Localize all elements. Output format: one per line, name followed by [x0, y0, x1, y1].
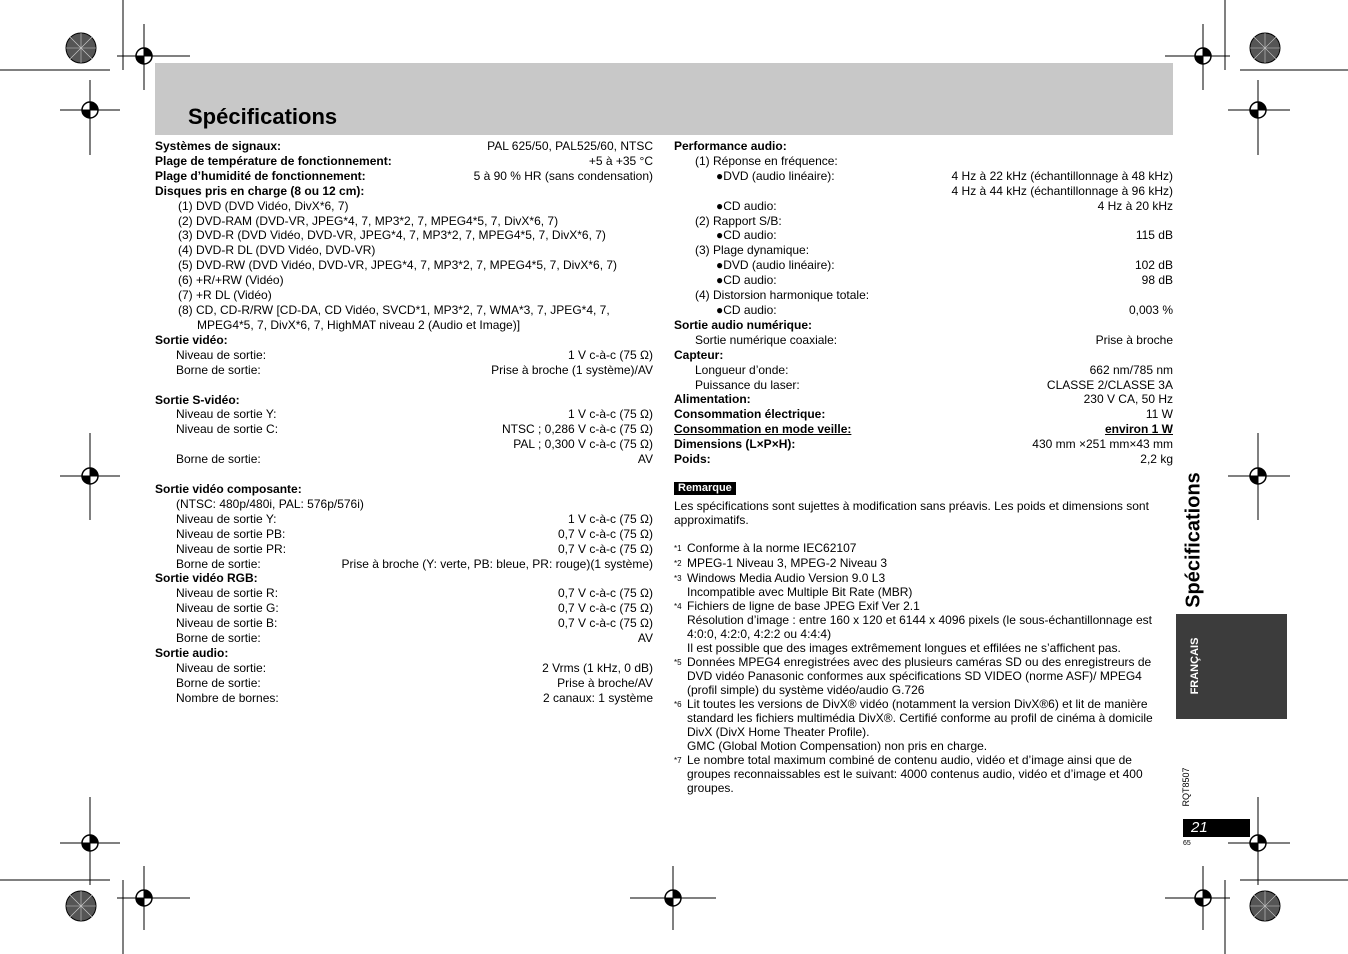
disc-item: (5) DVD-RW (DVD Vidéo, DVD-VR, JPEG*4, 7, MP3*2, 7, MPEG4*5, 7, DivX*6, 7) [178, 258, 618, 273]
spec-heading-digital [674, 318, 1173, 333]
spec-value: 230 V CA, 50 Hz [1083, 392, 1173, 407]
spec-value: 11 W [1145, 407, 1173, 422]
doc-number-text: RQT8507 [1181, 767, 1191, 807]
doc-number [1176, 762, 1196, 812]
disc-item: (1) DVD (DVD Vidéo, DivX*6, 7) [178, 198, 349, 213]
spec-row [155, 631, 653, 646]
page-number: 21 [1191, 819, 1208, 836]
spec-row [674, 303, 1173, 318]
spec-label: (4) Distorsion harmonique totale: [695, 288, 870, 303]
spec-heading-component [155, 482, 653, 497]
spec-label: Sortie vidéo: [155, 332, 228, 347]
spec-heading-pickup [674, 348, 1173, 363]
disc-item: (7) +R DL (Vidéo) [178, 288, 272, 303]
right-column [674, 139, 1173, 795]
spec-label: Sortie audio: [155, 646, 229, 660]
spec-row-standby [674, 422, 1173, 437]
spec-row [155, 512, 653, 527]
spec-label: Borne de sortie: [176, 452, 261, 467]
spec-label: Plage de température de fonctionnement: [155, 153, 392, 168]
spec-label: ●CD audio: [716, 273, 777, 288]
footnote-mark: *6 [674, 699, 682, 709]
spec-row [674, 243, 1173, 258]
footnote-text: Fichiers de ligne de base JPEG Exif Ver 2.1 Résolution d’image : entre 160 x 120 et 6144 x 4096 pixels (le sous-échantillonnage est 4:0:0, 4:2:0, 4:2:2 ou 4:4:4) Il est possible que des images extrêmement longues et effilées ne s’affichent pas. [687, 598, 1152, 655]
spec-label: Longueur d’onde: [695, 362, 789, 377]
footnote [674, 655, 1173, 697]
spec-label: Niveau de sortie G: [176, 601, 279, 616]
spec-label: Poids: [674, 452, 711, 467]
spec-heading-audio [155, 646, 653, 661]
spec-label: Puissance du laser: [695, 377, 800, 392]
spec-label: Niveau de sortie C: [176, 422, 279, 437]
spec-label: Niveau de sortie: [176, 347, 267, 362]
language-label: FRANÇAIS [1189, 637, 1201, 695]
spec-row [155, 452, 653, 467]
spec-value: 0,7 V c-à-c (75 Ω) [558, 541, 653, 556]
footnote-mark: *5 [674, 657, 682, 667]
spec-value: Prise à broche [1095, 332, 1173, 347]
footnote-mark: *4 [674, 601, 682, 611]
spec-label: Niveau de sortie PR: [176, 541, 287, 556]
spec-value: Prise à broche (Y: verte, PB: bleue, PR: rouge)(1 système) [341, 556, 653, 571]
spec-label: ●CD audio: [716, 302, 777, 317]
spec-label: Niveau de sortie R: [176, 586, 279, 601]
spec-value: +5 à +35 °C [588, 153, 653, 168]
footnote [674, 571, 1173, 599]
spec-value: PAL ; 0,300 V c-à-c (75 Ω) [513, 437, 653, 452]
spec-label: Sortie vidéo RGB: [155, 571, 258, 586]
spec-row-humidity [155, 169, 653, 184]
spec-value: 4 Hz à 44 kHz (échantillonnage à 96 kHz) [951, 183, 1173, 198]
spec-value: AV [637, 452, 653, 467]
disc-item: (2) DVD-RAM (DVD-VR, JPEG*4, 7, MP3*2, 7, MPEG4*5, 7, DivX*6, 7) [178, 213, 559, 228]
spec-label: Nombre de bornes: [176, 690, 279, 705]
spec-label: ●DVD (audio linéaire): [716, 258, 835, 273]
footnote [674, 753, 1173, 795]
footnote-text: MPEG-1 Niveau 3, MPEG-2 Niveau 3 [687, 555, 888, 570]
spec-value: 1 V c-à-c (75 Ω) [568, 511, 653, 526]
spec-row [155, 691, 653, 706]
spec-heading-svideo [155, 393, 653, 408]
spec-row-power [674, 392, 1173, 407]
spec-value: 0,7 V c-à-c (75 Ω) [558, 586, 653, 601]
spec-row [674, 154, 1173, 169]
disc-item: (4) DVD-R DL (DVD Vidéo, DVD-VR) [178, 243, 376, 258]
spec-value: PAL 625/50, PAL525/60, NTSC [487, 139, 653, 153]
spec-label: Borne de sortie: [176, 631, 261, 646]
spec-label: Plage d’humidité de fonctionnement: [155, 168, 366, 183]
spec-value: 4 Hz à 22 kHz (échantillonnage à 48 kHz) [951, 168, 1173, 183]
spec-value: 5 à 90 % HR (sans condensation) [473, 168, 653, 183]
spec-row [155, 542, 653, 557]
footnote [674, 541, 1173, 556]
spec-row [674, 333, 1173, 348]
spec-row-signal [155, 139, 653, 154]
spec-row [155, 661, 653, 676]
spec-label: Alimentation: [674, 392, 751, 407]
spec-row [674, 378, 1173, 393]
spec-row [674, 288, 1173, 303]
spec-label: Niveau de sortie B: [176, 616, 278, 631]
page-title: Spécifications [188, 104, 338, 129]
spec-row [674, 363, 1173, 378]
spec-label: Sortie audio numérique: [674, 317, 813, 332]
note-text: Les spécifications sont sujettes à modification sans préavis. Les poids et dimensions sont approximatifs. [674, 498, 1149, 527]
spec-row [674, 228, 1173, 243]
spec-label: Consommation en mode veille: [674, 422, 852, 437]
spec-label: Niveau de sortie PB: [176, 526, 286, 541]
spec-row-consumption [674, 407, 1173, 422]
spec-row [674, 169, 1173, 184]
spec-value: 0,7 V c-à-c (75 Ω) [558, 526, 653, 541]
footnote-text: Lit toutes les versions de DivX® vidéo (notamment la version DivX®6) et lit de manière standard les fichiers multimédia DivX®. Certifié conforme au profil de cinéma à domicile DivX (DivX Home Theater Profile). GMC (Global Motion Compensation) non pris en charge. [687, 696, 1153, 753]
spec-value: 115 dB [1135, 228, 1173, 243]
footnote [674, 599, 1173, 655]
spec-row-temperature [155, 154, 653, 169]
disc-item: MPEG4*5, 7, DivX*6, 7, HighMAT niveau 2 (Audio et Image)] [197, 317, 521, 332]
spec-value: Prise à broche (1 système)/AV [491, 362, 653, 377]
spec-row [155, 557, 653, 572]
spec-value: Prise à broche/AV [557, 675, 653, 690]
spec-value: 0,7 V c-à-c (75 Ω) [558, 616, 653, 631]
spec-label: Niveau de sortie Y: [176, 407, 277, 422]
spec-label: (2) Rapport S/B: [695, 213, 782, 228]
footnote-mark: *2 [674, 558, 682, 568]
footnote [674, 556, 1173, 571]
spec-label: Borne de sortie: [176, 362, 261, 377]
spec-row [155, 437, 653, 452]
spec-row [674, 184, 1173, 199]
disc-item: (3) DVD-R (DVD Vidéo, DVD-VR, JPEG*4, 7, MP3*2, 7, MPEG4*5, 7, DivX*6, 7) [178, 228, 606, 243]
footnote-text: Le nombre total maximum combiné de contenu audio, vidéo et d’image ainsi que de groupes reconnaissables est le suivant: 4000 contenus audio, vidéo et d’image et 400 groupes. [687, 752, 1143, 795]
footnote-mark: *7 [674, 755, 682, 765]
spec-value: 102 dB [1134, 258, 1173, 273]
spec-row-weight [674, 452, 1173, 467]
spec-label: Borne de sortie: [176, 556, 261, 571]
footnote [674, 697, 1173, 753]
spec-row [674, 214, 1173, 229]
spec-row [155, 527, 653, 542]
disc-item: (6) +R/+RW (Vidéo) [178, 273, 284, 288]
spec-row [155, 348, 653, 363]
spec-value: 2 canaux: 1 système [542, 690, 653, 705]
disc-item: (8) CD, CD-R/RW [CD-DA, CD Vidéo, SVCD*1, MP3*2, 7, WMA*3, 7, JPEG*4, 7, [178, 302, 610, 317]
spec-value: 662 nm/785 nm [1089, 362, 1173, 377]
spec-label: (3) Plage dynamique: [695, 243, 810, 258]
spec-label: (1) Réponse en fréquence: [695, 153, 838, 168]
language-tab [1176, 614, 1287, 719]
spec-row [674, 258, 1173, 273]
spec-value: 1 V c-à-c (75 Ω) [568, 347, 653, 362]
spec-label: Niveau de sortie: [176, 660, 267, 675]
footnote-text: Conforme à la norme IEC62107 [687, 540, 857, 555]
spec-label: Borne de sortie: [176, 675, 261, 690]
spec-label: Sortie S-vidéo: [155, 392, 240, 407]
spec-label: ●DVD (audio linéaire): [716, 168, 835, 183]
spec-heading-rgb [155, 571, 653, 586]
spec-note [155, 497, 653, 512]
spec-value: 0,003 % [1128, 302, 1173, 317]
spec-label: Sortie numérique coaxiale: [695, 332, 838, 347]
spec-value: environ 1 W [1104, 422, 1173, 437]
footnote-mark: *1 [674, 543, 682, 553]
side-section-title [1176, 470, 1212, 610]
spec-value: 98 dB [1141, 273, 1173, 288]
spec-row [155, 363, 653, 378]
spec-label: ●CD audio: [716, 198, 777, 213]
spec-row [674, 199, 1173, 214]
spec-row [155, 616, 653, 631]
spec-heading-discs [155, 184, 653, 199]
spec-value: CLASSE 2/CLASSE 3A [1046, 377, 1173, 392]
spec-label: Dimensions (L×P×H): [674, 437, 796, 452]
spec-label: Disques pris en charge (8 ou 12 cm): [155, 183, 365, 198]
spec-heading-performance [674, 139, 1173, 154]
spec-label: Systèmes de signaux: [155, 139, 282, 153]
spec-label: Performance audio: [674, 139, 787, 153]
spec-label: ●CD audio: [716, 228, 777, 243]
spec-row [155, 407, 653, 422]
spec-value: AV [637, 631, 653, 646]
spec-value: 2 Vrms (1 kHz, 0 dB) [542, 660, 653, 675]
footnote-text: Données MPEG4 enregistrées avec des plusieurs caméras SD ou des enregistreurs de DVD vidéo Panasonic conformes aux spécifications SD VIDEO (norme ASF)/ MPEG4 (profil simple) du système vidéo/audio G.726 [687, 654, 1152, 697]
spec-label: Niveau de sortie Y: [176, 511, 277, 526]
spec-heading-video [155, 333, 653, 348]
spec-row [155, 586, 653, 601]
spec-row [155, 601, 653, 616]
note-badge: Remarque [674, 482, 736, 495]
spec-row-dimensions [674, 437, 1173, 452]
spec-label: Sortie vidéo composante: [155, 482, 302, 497]
spec-value: 4 Hz à 20 kHz [1097, 198, 1173, 213]
spec-row [674, 273, 1173, 288]
spec-value: 2,2 kg [1140, 452, 1173, 467]
sub-page-number: 65 [1183, 840, 1191, 847]
spec-row [155, 676, 653, 691]
spec-value: 1 V c-à-c (75 Ω) [568, 407, 653, 422]
spec-value: NTSC ; 0,286 V c-à-c (75 Ω) [501, 422, 653, 437]
spec-label: (NTSC: 480p/480i, PAL: 576p/576i) [176, 496, 364, 511]
page-number-box [1183, 819, 1250, 837]
footnote-mark: *3 [674, 573, 682, 583]
side-section-title-text: Spécifications [1182, 472, 1205, 608]
spec-row [155, 422, 653, 437]
spec-value: 0,7 V c-à-c (75 Ω) [558, 601, 653, 616]
spec-label: Consommation électrique: [674, 407, 826, 422]
left-column [155, 139, 653, 706]
spec-value: 430 mm ×251 mm×43 mm [1032, 437, 1173, 452]
spec-label: Capteur: [674, 347, 724, 362]
footnote-text: Windows Media Audio Version 9.0 L3 Incompatible avec Multiple Bit Rate (MBR) [687, 570, 913, 599]
